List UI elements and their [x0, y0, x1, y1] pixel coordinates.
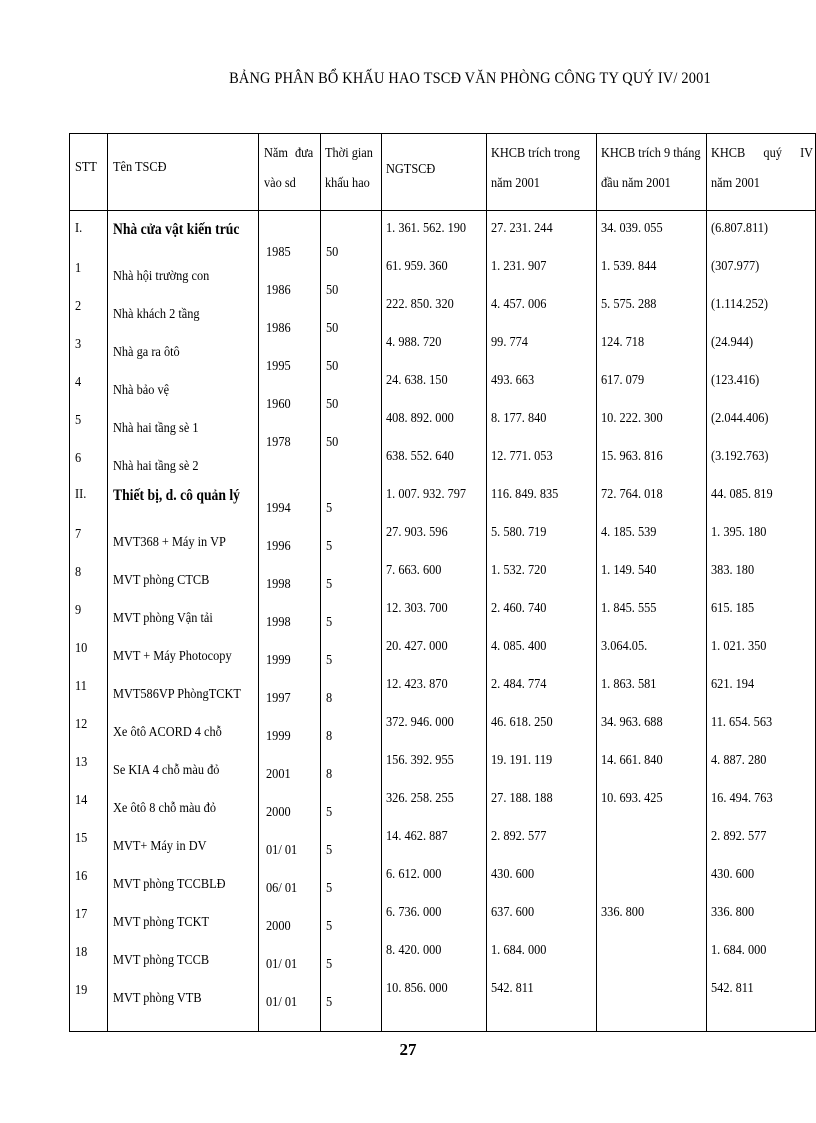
section-number: I.	[75, 221, 83, 236]
row-khcb-year: 27. 188. 188	[491, 791, 553, 806]
header-khcb-year-line2: năm 2001	[491, 176, 540, 191]
row-depreciation-period: 8	[326, 691, 333, 706]
row-original-cost: 372. 946. 000	[386, 715, 454, 730]
row-khcb-year: 493. 663	[491, 373, 535, 388]
row-khcb-9-months: 1. 845. 555	[601, 601, 657, 616]
section-number: II.	[75, 487, 87, 502]
row-asset-name: Nhà ga ra ôtô	[113, 345, 180, 360]
row-year-in-use: 1995	[266, 359, 291, 374]
row-depreciation-period: 50	[326, 435, 339, 450]
section-khcb-year: 116. 849. 835	[491, 487, 559, 502]
row-asset-name: MVT+ Máy in DV	[113, 839, 207, 854]
row-khcb-9-months: 3.064.05.	[601, 639, 648, 654]
row-khcb-q4: 615. 185	[711, 601, 755, 616]
row-depreciation-period: 50	[326, 245, 339, 260]
row-asset-name: MVT phòng CTCB	[113, 573, 210, 588]
document-title: BẢNG PHÂN BỔ KHẤU HAO TSCĐ VĂN PHÒNG CÔNG TY QUÝ IV/ 2001	[229, 70, 711, 87]
row-asset-name: Nhà hội trường con	[113, 269, 210, 284]
row-depreciation-period: 50	[326, 397, 339, 412]
row-original-cost: 6. 736. 000	[386, 905, 442, 920]
row-khcb-q4: (123.416)	[711, 373, 760, 388]
row-year-in-use: 1986	[266, 321, 291, 336]
row-original-cost: 27. 903. 596	[386, 525, 448, 540]
row-khcb-year: 99. 774	[491, 335, 528, 350]
row-khcb-year: 1. 532. 720	[491, 563, 547, 578]
row-original-cost: 638. 552. 640	[386, 449, 454, 464]
row-khcb-year: 2. 460. 740	[491, 601, 547, 616]
row-depreciation-period: 8	[326, 729, 333, 744]
row-khcb-q4: 1. 021. 350	[711, 639, 767, 654]
row-year-in-use: 06/ 01	[266, 881, 298, 896]
header-khcb-9-months-line1: KHCB trích 9 tháng	[601, 146, 701, 161]
row-khcb-q4: 542. 811	[711, 981, 754, 996]
row-depreciation-period: 5	[326, 539, 333, 554]
row-khcb-9-months: 15. 963. 816	[601, 449, 663, 464]
header-khcb-q4-line1: KHCB quý IV	[711, 146, 814, 161]
row-khcb-9-months: 124. 718	[601, 335, 645, 350]
column-divider	[381, 134, 382, 1031]
page-number: 27	[399, 1040, 417, 1059]
row-year-in-use: 1998	[266, 577, 291, 592]
section-title: Nhà cửa vật kiến trúc	[113, 221, 240, 238]
row-year-in-use: 1999	[266, 729, 291, 744]
row-khcb-year: 4. 457. 006	[491, 297, 547, 312]
row-depreciation-period: 5	[326, 957, 333, 972]
row-stt: 5	[75, 413, 82, 428]
row-khcb-year: 46. 618. 250	[491, 715, 553, 730]
row-stt: 12	[75, 717, 88, 732]
row-original-cost: 222. 850. 320	[386, 297, 454, 312]
header-separator	[70, 210, 815, 211]
row-depreciation-period: 5	[326, 843, 333, 858]
column-divider	[706, 134, 707, 1031]
column-divider	[320, 134, 321, 1031]
row-asset-name: MVT + Máy Photocopy	[113, 649, 232, 664]
row-khcb-9-months: 4. 185. 539	[601, 525, 657, 540]
row-depreciation-period: 5	[326, 501, 333, 516]
section-title: Thiết bị, d. cô quản lý	[113, 487, 240, 504]
row-depreciation-period: 8	[326, 767, 333, 782]
row-depreciation-period: 50	[326, 283, 339, 298]
header-khcb-9-months-line2: đầu năm 2001	[601, 176, 671, 191]
row-depreciation-period: 5	[326, 653, 333, 668]
row-depreciation-period: 5	[326, 881, 333, 896]
row-original-cost: 14. 462. 887	[386, 829, 448, 844]
section-khcb-9-months: 34. 039. 055	[601, 221, 663, 236]
row-original-cost: 408. 892. 000	[386, 411, 454, 426]
row-stt: 8	[75, 565, 82, 580]
section-original-cost: 1. 007. 932. 797	[386, 487, 467, 502]
row-asset-name: Nhà khách 2 tầng	[113, 307, 200, 322]
section-khcb-9-months: 72. 764. 018	[601, 487, 663, 502]
row-original-cost: 7. 663. 600	[386, 563, 442, 578]
row-year-in-use: 1996	[266, 539, 291, 554]
row-depreciation-period: 50	[326, 359, 339, 374]
row-stt: 17	[75, 907, 88, 922]
row-khcb-q4: 621. 194	[711, 677, 755, 692]
row-asset-name: Nhà hai tầng sè 1	[113, 421, 199, 436]
row-original-cost: 12. 423. 870	[386, 677, 448, 692]
row-original-cost: 12. 303. 700	[386, 601, 448, 616]
row-asset-name: MVT phòng TCCB	[113, 953, 210, 968]
row-khcb-9-months: 1. 149. 540	[601, 563, 657, 578]
row-stt: 13	[75, 755, 88, 770]
row-khcb-q4: 1. 684. 000	[711, 943, 767, 958]
row-khcb-year: 19. 191. 119	[491, 753, 553, 768]
row-khcb-q4: (2.044.406)	[711, 411, 769, 426]
row-khcb-9-months: 617. 079	[601, 373, 645, 388]
row-depreciation-period: 5	[326, 577, 333, 592]
row-khcb-q4: 4. 887. 280	[711, 753, 767, 768]
row-khcb-q4: 2. 892. 577	[711, 829, 767, 844]
row-khcb-year: 1. 684. 000	[491, 943, 547, 958]
row-year-in-use: 1999	[266, 653, 291, 668]
row-year-in-use: 1978	[266, 435, 291, 450]
section-khcb-q4: 44. 085. 819	[711, 487, 773, 502]
row-khcb-year: 2. 892. 577	[491, 829, 547, 844]
row-original-cost: 61. 959. 360	[386, 259, 448, 274]
row-year-in-use: 1998	[266, 615, 291, 630]
header-original-cost: NGTSCĐ	[386, 162, 436, 177]
row-khcb-q4: 11. 654. 563	[711, 715, 773, 730]
row-stt: 4	[75, 375, 82, 390]
row-year-in-use: 1986	[266, 283, 291, 298]
row-khcb-q4: 430. 600	[711, 867, 755, 882]
row-original-cost: 24. 638. 150	[386, 373, 448, 388]
row-khcb-9-months: 5. 575. 288	[601, 297, 657, 312]
row-khcb-9-months: 336. 800	[601, 905, 645, 920]
row-year-in-use: 01/ 01	[266, 995, 298, 1010]
row-original-cost: 156. 392. 955	[386, 753, 454, 768]
row-khcb-9-months: 10. 222. 300	[601, 411, 663, 426]
row-khcb-q4: (307.977)	[711, 259, 760, 274]
row-khcb-q4: 1. 395. 180	[711, 525, 767, 540]
column-divider	[596, 134, 597, 1031]
row-asset-name: MVT phòng TCKT	[113, 915, 210, 930]
row-stt: 3	[75, 337, 82, 352]
row-khcb-q4: 16. 494. 763	[711, 791, 773, 806]
row-depreciation-period: 5	[326, 615, 333, 630]
row-year-in-use: 1960	[266, 397, 291, 412]
row-khcb-year: 5. 580. 719	[491, 525, 547, 540]
row-khcb-year: 637. 600	[491, 905, 535, 920]
row-original-cost: 10. 856. 000	[386, 981, 448, 996]
row-asset-name: MVT phòng VTB	[113, 991, 202, 1006]
row-asset-name: MVT586VP PhòngTCKT	[113, 687, 241, 702]
row-year-in-use: 01/ 01	[266, 843, 298, 858]
row-khcb-year: 12. 771. 053	[491, 449, 553, 464]
row-khcb-9-months: 10. 693. 425	[601, 791, 663, 806]
row-stt: 18	[75, 945, 88, 960]
row-khcb-year: 8. 177. 840	[491, 411, 547, 426]
row-original-cost: 6. 612. 000	[386, 867, 442, 882]
row-khcb-9-months: 34. 963. 688	[601, 715, 663, 730]
row-khcb-year: 1. 231. 907	[491, 259, 547, 274]
header-year-in-use-line2: vào sd	[264, 176, 296, 191]
row-stt: 19	[75, 983, 88, 998]
row-asset-name: Xe ôtô ACORD 4 chỗ	[113, 725, 222, 740]
section-khcb-year: 27. 231. 244	[491, 221, 553, 236]
row-khcb-year: 542. 811	[491, 981, 534, 996]
row-stt: 10	[75, 641, 88, 656]
row-stt: 1	[75, 261, 82, 276]
row-stt: 6	[75, 451, 82, 466]
row-year-in-use: 01/ 01	[266, 957, 298, 972]
header-asset-name: Tên TSCĐ	[113, 160, 167, 175]
row-year-in-use: 2000	[266, 919, 291, 934]
row-asset-name: Nhà hai tầng sè 2	[113, 459, 199, 474]
row-khcb-q4: 383. 180	[711, 563, 755, 578]
row-original-cost: 20. 427. 000	[386, 639, 448, 654]
row-asset-name: Xe ôtô 8 chỗ màu đỏ	[113, 801, 216, 816]
row-year-in-use: 1994	[266, 501, 291, 516]
header-year-in-use-line1: Năm đưa	[264, 146, 314, 161]
column-divider	[107, 134, 108, 1031]
column-divider	[258, 134, 259, 1031]
header-depreciation-period-line2: khấu hao	[325, 176, 370, 191]
row-depreciation-period: 50	[326, 321, 339, 336]
row-stt: 7	[75, 527, 82, 542]
row-khcb-year: 2. 484. 774	[491, 677, 547, 692]
row-year-in-use: 2001	[266, 767, 291, 782]
row-depreciation-period: 5	[326, 995, 333, 1010]
row-year-in-use: 1997	[266, 691, 291, 706]
row-khcb-q4: (24.944)	[711, 335, 754, 350]
row-khcb-year: 430. 600	[491, 867, 535, 882]
row-asset-name: Nhà bảo vệ	[113, 383, 170, 398]
row-original-cost: 4. 988. 720	[386, 335, 442, 350]
row-depreciation-period: 5	[326, 805, 333, 820]
row-stt: 9	[75, 603, 82, 618]
row-khcb-q4: (3.192.763)	[711, 449, 769, 464]
row-khcb-q4: (1.114.252)	[711, 297, 769, 312]
row-khcb-q4: 336. 800	[711, 905, 755, 920]
row-asset-name: MVT368 + Máy in VP	[113, 535, 226, 550]
row-original-cost: 8. 420. 000	[386, 943, 442, 958]
row-stt: 15	[75, 831, 88, 846]
header-depreciation-period-line1: Thời gian	[325, 146, 373, 161]
row-asset-name: Se KIA 4 chỗ màu đỏ	[113, 763, 220, 778]
column-divider	[486, 134, 487, 1031]
row-asset-name: MVT phòng Vận tải	[113, 611, 213, 626]
row-stt: 2	[75, 299, 82, 314]
row-khcb-9-months: 1. 863. 581	[601, 677, 657, 692]
row-stt: 16	[75, 869, 88, 884]
row-stt: 11	[75, 679, 87, 694]
row-original-cost: 326. 258. 255	[386, 791, 454, 806]
section-original-cost: 1. 361. 562. 190	[386, 221, 467, 236]
header-stt: STT	[75, 160, 97, 175]
section-khcb-q4: (6.807.811)	[711, 221, 769, 236]
row-stt: 14	[75, 793, 88, 808]
row-asset-name: MVT phòng TCCBLĐ	[113, 877, 226, 892]
header-khcb-q4-line2: năm 2001	[711, 176, 760, 191]
depreciation-table	[69, 133, 816, 1032]
header-khcb-year-line1: KHCB trích trong	[491, 146, 580, 161]
row-year-in-use: 1985	[266, 245, 291, 260]
row-khcb-9-months: 14. 661. 840	[601, 753, 663, 768]
row-khcb-year: 4. 085. 400	[491, 639, 547, 654]
row-depreciation-period: 5	[326, 919, 333, 934]
row-year-in-use: 2000	[266, 805, 291, 820]
row-khcb-9-months: 1. 539. 844	[601, 259, 657, 274]
